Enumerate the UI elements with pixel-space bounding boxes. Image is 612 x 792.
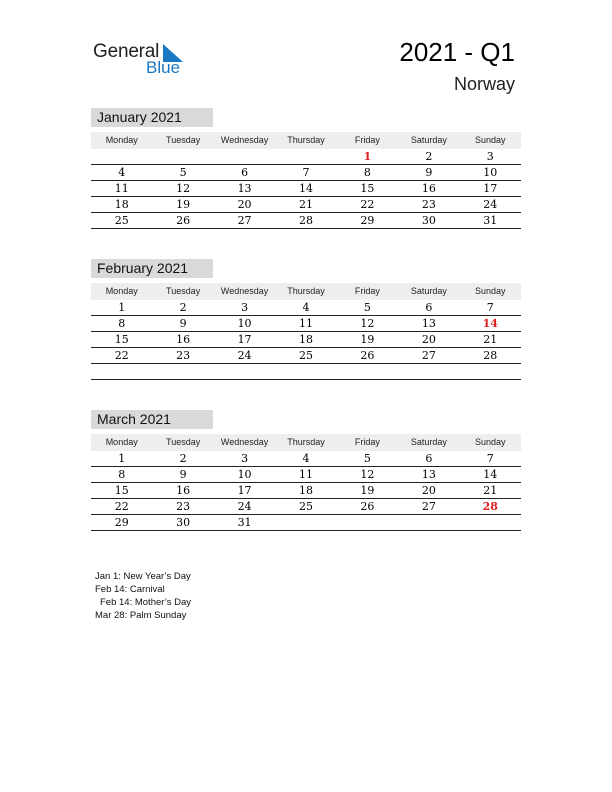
day-cell: 17: [237, 484, 252, 497]
day-cell: 20: [421, 484, 436, 497]
day-cell: 1: [363, 150, 372, 163]
day-cell: [91, 364, 152, 379]
weekday-header-row: [91, 132, 521, 149]
day-cell: [460, 515, 521, 531]
month-name: March 2021: [91, 410, 213, 429]
week-row: [91, 316, 521, 332]
day-cell: 27: [421, 349, 436, 362]
day-cell: 28: [483, 349, 498, 362]
day-cell: 13: [237, 182, 252, 195]
day-cell: 8: [118, 317, 126, 330]
day-cell: 19: [360, 333, 375, 346]
day-cell: [398, 515, 459, 531]
holiday-note: Mar 28: Palm Sunday: [95, 610, 187, 621]
day-cell: 12: [360, 468, 375, 481]
weekday-label: Sunday: [475, 286, 506, 296]
day-cell: 27: [421, 500, 436, 513]
day-cell: 7: [486, 452, 494, 465]
day-cell: 15: [114, 484, 129, 497]
day-cell: 25: [298, 349, 313, 362]
day-cell: 25: [298, 500, 313, 513]
day-cell: 23: [421, 198, 436, 211]
day-cell: 22: [114, 500, 129, 513]
day-cell: 24: [483, 198, 498, 211]
day-cell: 8: [118, 468, 126, 481]
day-cell: 11: [298, 317, 313, 330]
holiday-note: Jan 1: New Year’s Day: [95, 571, 191, 582]
day-cell: 15: [114, 333, 129, 346]
week-row: [91, 348, 521, 364]
weekday-label: Monday: [105, 286, 138, 296]
day-cell: 28: [482, 500, 498, 513]
month-block-march: [91, 410, 521, 531]
weekday-header-row: [91, 434, 521, 451]
day-cell: 4: [302, 301, 310, 314]
day-cell: 23: [176, 500, 191, 513]
week-row: [91, 149, 521, 165]
day-cell: 26: [360, 500, 375, 513]
month-name: February 2021: [91, 259, 213, 278]
day-cell: 6: [241, 166, 249, 179]
weekday-label: Wednesday: [220, 135, 269, 145]
weekday-label: Friday: [354, 135, 380, 145]
day-cell: 3: [241, 301, 249, 314]
week-row: [91, 300, 521, 316]
day-cell: 14: [298, 182, 313, 195]
day-cell: [152, 364, 213, 379]
day-cell: [275, 515, 336, 531]
day-cell: 5: [363, 301, 371, 314]
day-cell: 22: [360, 198, 375, 211]
holiday-note: Feb 14: Carnival: [95, 584, 165, 595]
day-cell: [275, 149, 336, 165]
day-cell: 5: [363, 452, 371, 465]
day-cell: 31: [237, 516, 252, 529]
day-cell: 4: [118, 166, 126, 179]
logo-word-general: General: [93, 41, 160, 62]
day-cell: 9: [179, 468, 187, 481]
day-cell: 19: [176, 198, 191, 211]
day-cell: 20: [237, 198, 252, 211]
day-cell: 3: [486, 150, 494, 163]
country-name: Norway: [453, 74, 515, 94]
day-cell: 14: [483, 468, 498, 481]
day-cell: 30: [176, 516, 191, 529]
day-cell: 8: [363, 166, 371, 179]
day-cell: 29: [360, 214, 375, 227]
week-row: [91, 451, 521, 467]
weekday-label: Monday: [105, 437, 138, 447]
day-cell: 24: [237, 500, 252, 513]
day-cell: 6: [425, 301, 433, 314]
day-cell: 5: [179, 166, 187, 179]
day-cell: [398, 364, 459, 379]
day-cell: 16: [176, 333, 191, 346]
day-cell: 10: [483, 166, 498, 179]
day-cell: 11: [298, 468, 313, 481]
day-cell: 2: [425, 150, 433, 163]
day-cell: 16: [176, 484, 191, 497]
day-cell: 16: [421, 182, 436, 195]
day-cell: 26: [176, 214, 191, 227]
weekday-label: Saturday: [410, 437, 447, 447]
day-cell: 10: [237, 468, 252, 481]
day-cell: 2: [179, 301, 187, 314]
weekday-label: Wednesday: [220, 286, 269, 296]
day-cell: 17: [483, 182, 498, 195]
weekday-label: Sunday: [475, 437, 506, 447]
day-cell: 23: [176, 349, 191, 362]
day-cell: 18: [114, 198, 129, 211]
week-row: [91, 364, 521, 380]
day-cell: 29: [114, 516, 129, 529]
day-cell: 3: [241, 452, 249, 465]
weekday-label: Monday: [105, 135, 138, 145]
day-cell: [152, 149, 213, 165]
day-cell: [337, 364, 398, 379]
month-name: January 2021: [91, 108, 213, 127]
day-cell: [214, 364, 275, 379]
day-cell: 7: [486, 301, 494, 314]
month-block-february: [91, 259, 521, 380]
day-cell: 22: [114, 349, 129, 362]
day-cell: 9: [179, 317, 187, 330]
day-cell: 21: [483, 333, 498, 346]
weekday-label: Saturday: [410, 286, 447, 296]
day-cell: 25: [114, 214, 129, 227]
weekday-label: Wednesday: [220, 437, 269, 447]
day-cell: [214, 149, 275, 165]
day-cell: 18: [298, 484, 313, 497]
day-cell: 18: [298, 333, 313, 346]
week-row: [91, 515, 521, 531]
week-row: [91, 499, 521, 515]
day-cell: [337, 515, 398, 531]
day-cell: 17: [237, 333, 252, 346]
weekday-label: Sunday: [475, 135, 506, 145]
week-row: [91, 181, 521, 197]
day-cell: 9: [425, 166, 433, 179]
week-row: [91, 332, 521, 348]
logo-word-blue: Blue: [146, 58, 181, 77]
week-row: [91, 165, 521, 181]
weekday-label: Friday: [354, 286, 380, 296]
month-block-january: [91, 108, 521, 229]
day-cell: 11: [114, 182, 129, 195]
day-cell: 31: [483, 214, 498, 227]
page-title: 2021 - Q1: [399, 37, 515, 67]
day-cell: 14: [482, 317, 498, 330]
day-cell: 15: [360, 182, 375, 195]
week-row: [91, 467, 521, 483]
weekday-label: Tuesday: [166, 135, 201, 145]
day-cell: 30: [421, 214, 436, 227]
day-cell: 12: [360, 317, 375, 330]
generalblue-logo: [93, 41, 193, 77]
day-cell: 28: [298, 214, 313, 227]
week-row: [91, 197, 521, 213]
holiday-notes: [95, 570, 191, 622]
day-cell: 20: [421, 333, 436, 346]
day-cell: 26: [360, 349, 375, 362]
day-cell: 4: [302, 452, 310, 465]
week-row: [91, 213, 521, 229]
week-row: [91, 483, 521, 499]
day-cell: 7: [302, 166, 310, 179]
day-cell: 2: [179, 452, 187, 465]
day-cell: 1: [118, 452, 126, 465]
day-cell: [91, 149, 152, 165]
day-cell: 12: [176, 182, 191, 195]
day-cell: 27: [237, 214, 252, 227]
day-cell: 24: [237, 349, 252, 362]
day-cell: 6: [425, 452, 433, 465]
weekday-label: Thursday: [287, 437, 325, 447]
weekday-header-row: [91, 283, 521, 300]
day-cell: 21: [483, 484, 498, 497]
weekday-label: Tuesday: [166, 286, 201, 296]
weekday-label: Friday: [354, 437, 380, 447]
weekday-label: Saturday: [410, 135, 447, 145]
day-cell: [460, 364, 521, 379]
day-cell: 13: [421, 317, 436, 330]
weekday-label: Thursday: [287, 286, 325, 296]
day-cell: 10: [237, 317, 252, 330]
day-cell: 21: [298, 198, 313, 211]
weekday-label: Tuesday: [166, 437, 201, 447]
day-cell: 13: [421, 468, 436, 481]
day-cell: 19: [360, 484, 375, 497]
weekday-label: Thursday: [287, 135, 325, 145]
day-cell: [275, 364, 336, 379]
holiday-note: Feb 14: Mother’s Day: [100, 597, 191, 608]
day-cell: 1: [118, 301, 126, 314]
